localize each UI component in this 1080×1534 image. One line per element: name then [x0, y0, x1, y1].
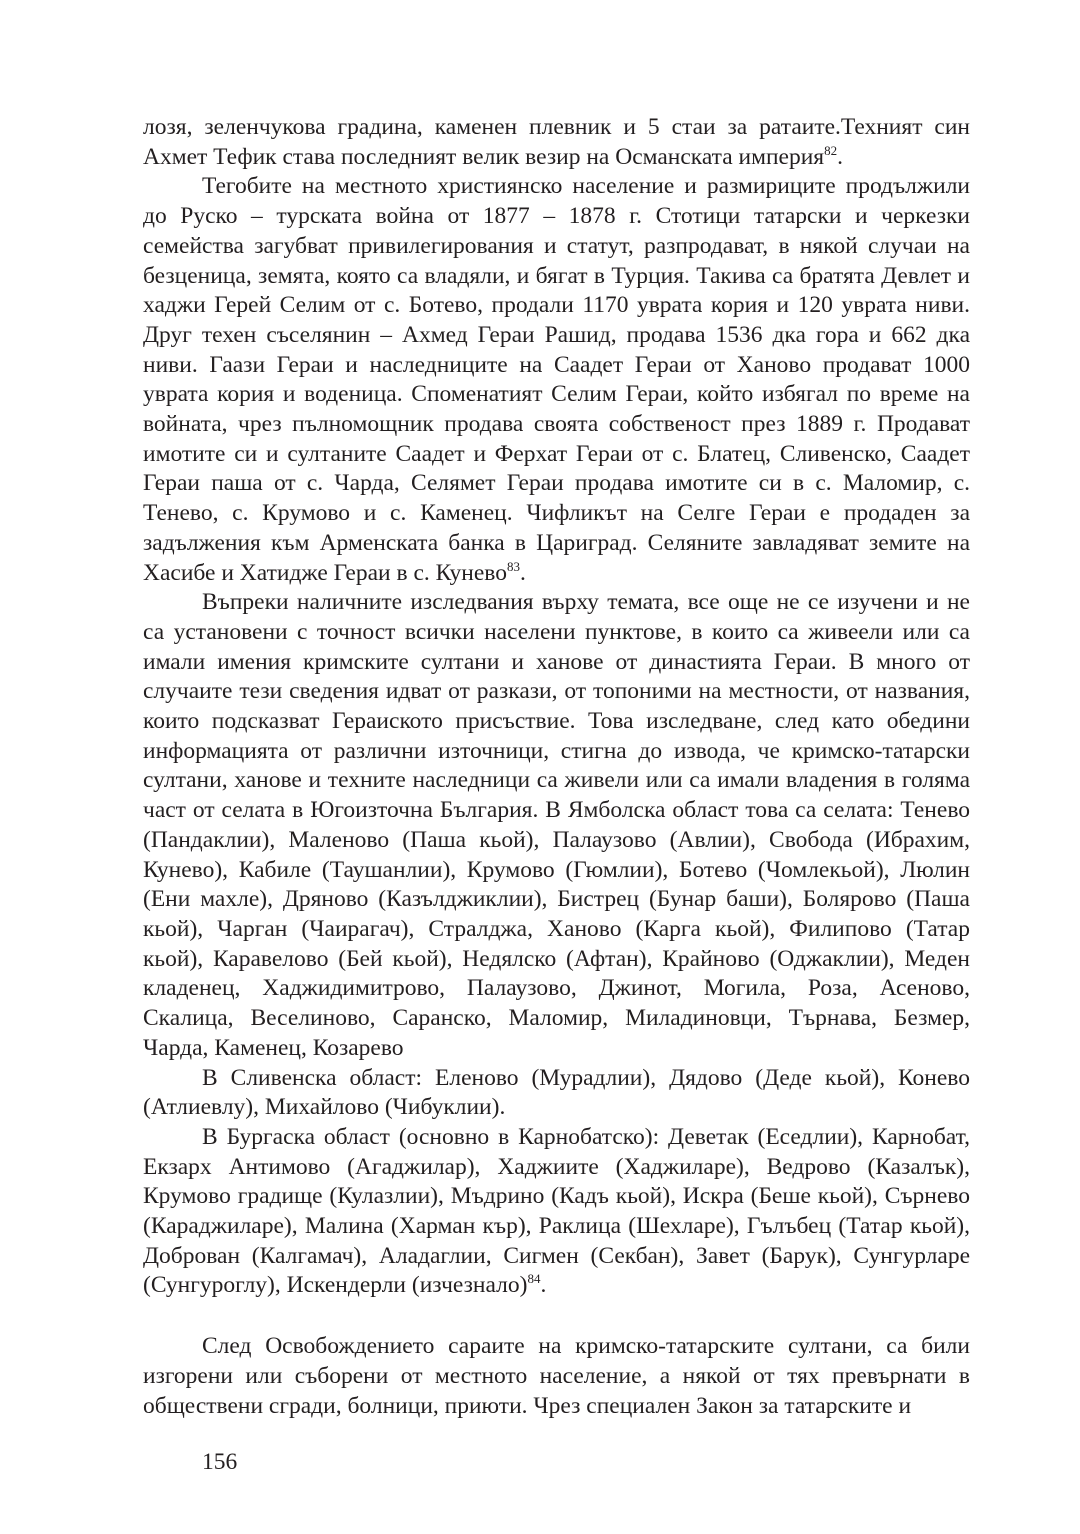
footnote-ref-82[interactable]: 82 [824, 142, 838, 158]
paragraph-ahmet-tefik [143, 113, 970, 172]
paragraph-text: Въпреки наличните изследвания върху темата, все още не се изучени и не са установени с точност всички населени пунктове, в които са живеели или са имали имения кримските султани и ханове от династията Гераи. В много от случаите тези сведения идват от разкази, от топоними на местности, от названия, които подсказват Гераиското присъствие. Това изследване, след като обедини информацията от различни източници, стигна до извода, че кримско-татарски султани, ханове и техните наследници са живели или са имали владения в голяма част от селата в Югоизточна България. В Ямболска област това са селата: Тенево (Пандаклии), Маленово (Паша кьой), Палаузово (Авлии), Свобода (Ибрахим, Кунево), Кабиле (Таушанлии), Крумово (Гюмлии), Ботево (Чомлекьой), Люлин (Ени махле), Дряново (Казълджиклии), Бистрец (Бунар баши), Болярово (Паша кьой), Чарган (Чаирагач), Стралджа, Ханово (Карга кьой), Филипово (Татар кьой), Каравелово (Бей кьой), Недялско (Афтан), Крайново (Оджаклии), Меден кладенец, Хаджидимитрово, Палаузово, Джинот, Могила, Роза, Асеново, Скалица, Веселиново, Саранско, Маломир, Миладиновци, Търнава, Безмер, Чарда, Каменец, Козарево [143, 589, 970, 1061]
paragraph-text: След Освобождението сараите на кримско-татарските султани, са били изгорени или съборени от местното население, а някой от тях превърнати в обществени сгради, болници, приюти. Чрез специален Закон за татарските и [143, 1333, 970, 1419]
paragraph-end: . [520, 559, 526, 586]
paragraph-sliven-villages [143, 1064, 970, 1123]
paragraph-yambol-villages [143, 588, 970, 1063]
page-number: 156 [202, 1449, 238, 1475]
footnote-ref-84[interactable]: 84 [527, 1271, 541, 1287]
paragraph-text: Тегобите на местното християнско население и размириците продължили до Руско – турската война от 1877 – 1878 г. Стотици татарски и черкезки семейства загубват привилегирования и статут, разпродават, в някой случаи на безценица, земята, която са владяли, и бягат в Турция. Такива са братята Девлет и хаджи Герей Селим от с. Ботево, продали 1170 уврата кория и 120 уврата ниви. Друг техен съселянин – Ахмед Гераи Рашид, продава 1536 дка гора и 662 дка ниви. Гаази Гераи и наследниците на Саадет Гераи от Ханово продават 1000 уврата кория и воденица. Споменатият Селим Гераи, който избягал по време на войната, чрез пълномощник продава своята собственост през 1889 г. Продават имотите си и султаните Саадет и Ферхат Гераи от с. Блатец, Сливенско, Саадет Гераи паша от с. Чарда, Селямет Гераи продава имотите си в с. Маломир, с. Тенево, с. Крумово и с. Каменец. Чифликът на Селге Гераи е продаден за задължения към Арменската банка в Цариград. Селяните завладяват земите на Хасибе и Хатидже Гераи в с. Кунево [143, 173, 970, 586]
paragraph-after-liberation [143, 1332, 970, 1421]
paragraph-burgas-villages [143, 1123, 970, 1301]
paragraph-text: лозя, зеленчукова градина, каменен плевник и 5 стаи за ратаите.Техният син Ахмет Тефик става последният велик везир на Османската империя [143, 114, 970, 170]
paragraph-text: В Бургаска област (основно в Карнобатско): Деветак (Еседлии), Карнобат, Екзарх Антимово (Агаджилар), Хаджиите (Хаджиларе), Ведрово (Казалък), Крумово градище (Кулазлии), Мъдрино (Кадъ кьой), Искра (Беше кьой), Сърнево (Караджиларе), Малина (Харман кър), Раклица (Шехларе), Гълъбец (Татар кьой), Доброван (Калгамач), Аладаглии, Сигмен (Секбан), Завет (Барук), Сунгурларе (Сунгуроглу), Искендерли (изчезнало) [143, 1123, 970, 1299]
paragraph-land-sales [143, 172, 970, 588]
paragraph-end: . [837, 143, 843, 170]
paragraph-end: . [540, 1272, 547, 1299]
body-text [143, 113, 970, 1421]
paragraph-text: В Сливенска област: Еленово (Мурадлии), Дядово (Деде кьой), Конево (Атлиевлу), Михайлово (Чибуклии). [143, 1064, 970, 1121]
footnote-ref-83[interactable]: 83 [507, 558, 520, 574]
